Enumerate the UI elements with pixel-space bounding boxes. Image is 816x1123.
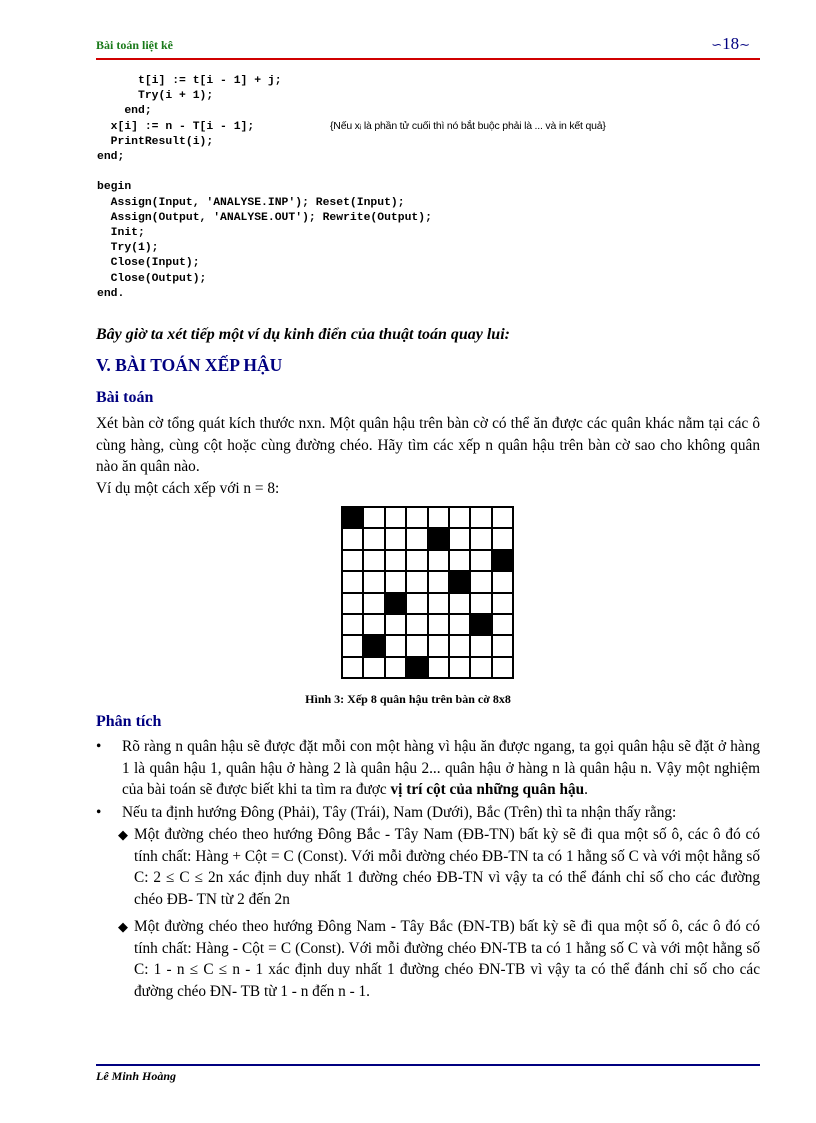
board-cell [493,572,514,593]
ornament-left-icon: ∽ [711,37,723,52]
bullet1-end: . [584,781,588,798]
code-line: Assign(Output, 'ANALYSE.OUT'); Rewrite(Output); [97,211,432,224]
board-cell [407,594,428,615]
board-cell [471,572,492,593]
board-cell [407,551,428,572]
board-cell [386,615,407,636]
code-line: begin [97,181,132,194]
footer-author: Lê Minh Hoàng [96,1069,177,1083]
code-comment: {Nếu xᵢ là phần tử cuối thì nó bắt buộc phải là ... và in kết quả} [330,120,606,132]
analysis-heading: Phân tích [96,713,162,730]
queen-cell [386,594,407,615]
board-cell [364,594,385,615]
board-cell [450,551,471,572]
board-cell [386,572,407,593]
page-number [711,34,750,54]
footer-rule [96,1064,760,1066]
code-block [97,74,432,302]
board-cell [386,551,407,572]
bullet-icon: • [96,803,102,821]
bullet-icon: • [96,738,102,755]
code-line: Try(i + 1); [97,90,214,103]
board-cell [429,572,450,593]
board-cell [471,508,492,529]
list-item [96,736,760,801]
code-line: Assign(Input, 'ANALYSE.INP'); Reset(Input); [97,196,405,209]
board-cell [407,615,428,636]
sub-list-item [96,824,760,910]
queen-cell [450,572,471,593]
list-item [96,802,760,824]
chessboard [341,506,514,679]
board-cell [471,551,492,572]
code-line: end; [97,151,125,164]
page-number-value: 18 [722,34,740,53]
bullet1-bold: vị trí cột của những quân hậu [390,781,585,798]
queen-cell [429,529,450,550]
board-cell [343,529,364,550]
code-line [97,165,432,180]
sub2-text: Một đường chéo theo hướng Đông Nam - Tây Bắc (ĐN-TB) bất kỳ sẽ đi qua một số ô, các ô đó có tính chất: Hàng - Cột = C (Const). Với mỗi đường chéo ĐN-TB ta có 1 hằng số C và với một hằng số C: 1 - n ≤ C ≤ n - 1 xác định duy nhất 1 đường chéo ĐN-TB vì vậy ta có thể đánh chỉ số cho các đường chéo ĐN- TB từ 1 - n đến n - 1. [134,918,760,1000]
diamond-bullet-icon: ◆ [118,827,128,842]
board-cell [450,594,471,615]
board-cell [407,572,428,593]
board-cell [493,636,514,657]
queen-cell [493,551,514,572]
board-cell [364,508,385,529]
board-cell [450,636,471,657]
queen-cell [343,508,364,529]
queen-cell [407,658,428,679]
code-line: x[i] := n - T[i - 1]; [97,120,255,133]
board-cell [386,636,407,657]
analysis-list [96,736,760,1008]
section-title: V. BÀI TOÁN XẾP HẬU [96,355,283,375]
code-line: Close(Input); [97,257,200,270]
board-cell [407,636,428,657]
header-rule [96,58,760,60]
board-cell [343,615,364,636]
board-cell [364,529,385,550]
board-cell [471,658,492,679]
board-cell [343,594,364,615]
board-cell [364,551,385,572]
sub1-text: Một đường chéo theo hướng Đông Bắc - Tây Nam (ĐB-TN) bất kỳ sẽ đi qua một số ô, các ô đó có tính chất: Hàng + Cột = C (Const). Với mỗi đường chéo ĐB-TN ta có 1 hằng số C và với một hằng số C: 2 ≤ C ≤ 2n xác định duy nhất 1 đường chéo ĐB-TN vì vậy ta có thể đánh chỉ số cho các đường chéo ĐB- TN từ 2 đến 2n [134,826,760,908]
problem-heading: Bài toán [96,389,154,406]
board-cell [343,572,364,593]
board-cell [407,529,428,550]
code-line: t[i] := t[i - 1] + j; [97,75,282,87]
sub-list-item [96,916,760,1002]
board-cell [343,636,364,657]
example-text: Ví dụ một cách xếp với n = 8: [96,480,280,497]
board-cell [450,658,471,679]
board-cell [386,658,407,679]
code-line: PrintResult(i); [97,135,214,148]
board-cell [429,594,450,615]
board-cell [386,508,407,529]
board-cell [429,615,450,636]
board-cell [364,658,385,679]
page-header [96,36,760,60]
board-cell [450,508,471,529]
board-cell [407,508,428,529]
figure-caption: Hình 3: Xếp 8 quân hậu trên bàn cờ 8x8 [305,692,511,706]
bullet1-text: Rõ ràng n quân hậu sẽ được đặt mỗi con một hàng vì hậu ăn được ngang, ta gọi quân hậu sẽ đặt ở hàng 1 là quân hậu 1, quân hậu ở hàng 2 là quân hậu 2... quân hậu ở hàng n là quân hậu n. Vậy một nghiệm của bài toán sẽ được biết khi ta tìm ra được [122,738,760,798]
intro-sentence: Bây giờ ta xét tiếp một ví dụ kinh điển của thuật toán quay lui: [96,326,510,343]
board-cell [429,551,450,572]
header-title: Bài toán liệt kê [96,38,173,52]
board-cell [493,508,514,529]
board-cell [493,594,514,615]
board-cell [493,529,514,550]
board-cell [429,636,450,657]
code-line: end. [97,287,125,300]
code-line: end; [97,105,152,118]
bullet2-text: Nếu ta định hướng Đông (Phải), Tây (Trái), Nam (Dưới), Bắc (Trên) thì ta nhận thấy rằng: [122,803,677,821]
queen-cell [364,636,385,657]
board-cell [429,658,450,679]
board-cell [471,529,492,550]
code-line: Try(1); [97,242,159,255]
ornament-right-icon: ∼ [739,37,750,52]
board-cell [450,615,471,636]
board-cell [471,594,492,615]
queen-cell [471,615,492,636]
board-cell [471,636,492,657]
board-cell [343,551,364,572]
board-cell [450,529,471,550]
board-cell [493,658,514,679]
board-cell [364,615,385,636]
board-cell [364,572,385,593]
board-cell [343,658,364,679]
board-cell [429,508,450,529]
diamond-bullet-icon: ◆ [118,919,128,934]
board-cell [493,615,514,636]
code-line: Init; [97,227,145,240]
board-cell [386,529,407,550]
code-line: Close(Output); [97,272,207,285]
problem-text: Xét bàn cờ tổng quát kích thước nxn. Một quân hậu trên bàn cờ có thể ăn được các quân khác nằm tại các ô cùng hàng, cùng cột hoặc cùng đường chéo. Hãy tìm các xếp n quân hậu trên bàn cờ sao cho không quân nào ăn quân nào. [96,415,760,475]
